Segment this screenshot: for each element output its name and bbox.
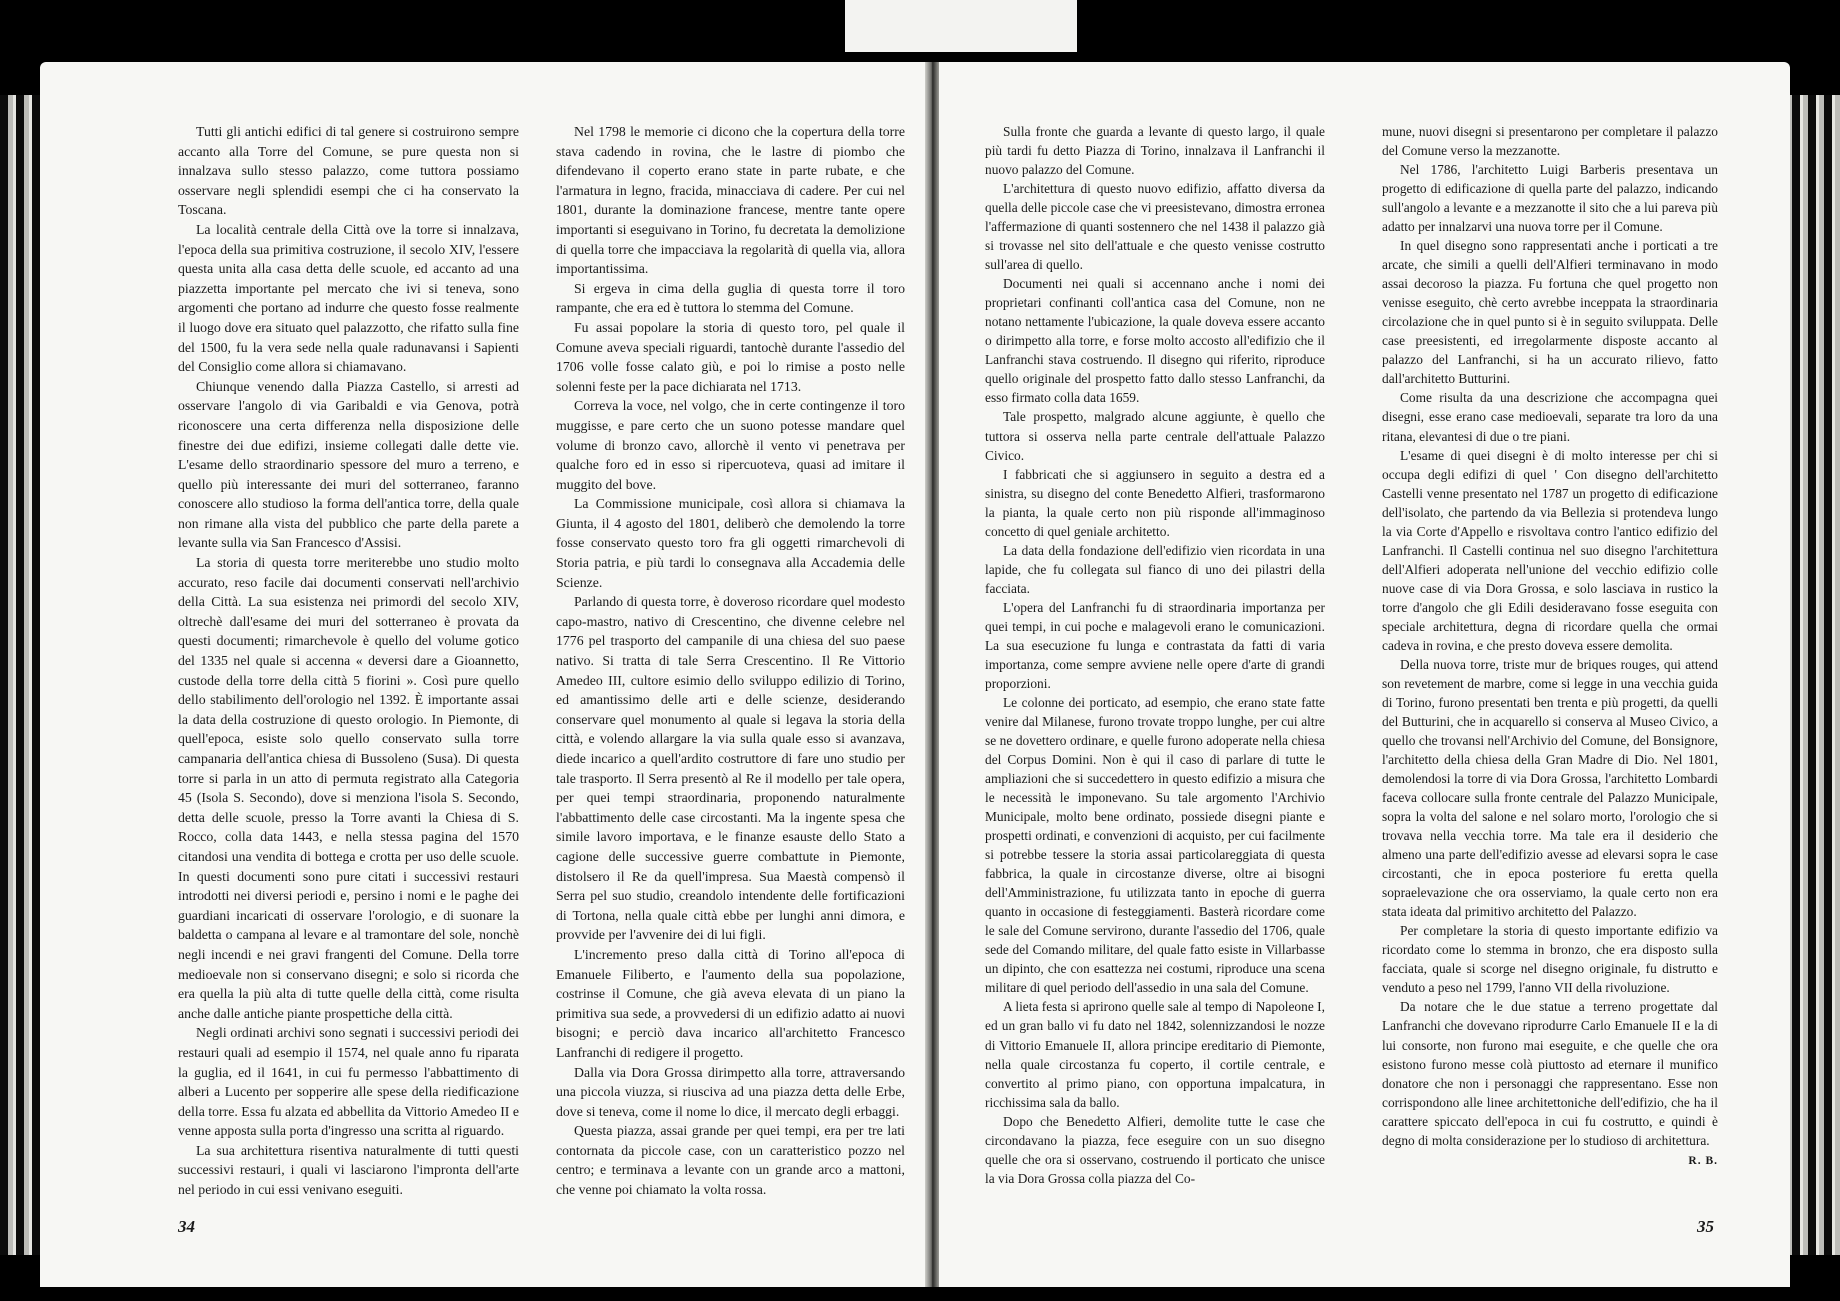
page-number-left: 34 xyxy=(178,1217,195,1236)
paragraph: Correva la voce, nel volgo, che in certe contingenze il toro muggisse, e pare certo che un suono potesse mandare quel volume di bronzo cavo, allorchè il vento vi penetrava per qualche foro ed in esso si ripercuoteva, quasi ad imitare il muggito del bove. xyxy=(556,398,905,492)
paragraph: Documenti nei quali si accennano anche i nomi dei proprietari confinanti coll'antica casa del Comune, non ne notano nettamente l'ubicazione, la quale doveva essere accanto o dirimpetto alla torre, e forse molto accosto all'edifizio che il Lanfranchi stava costruendo. Il disegno qui riferito, riproduce quello originale del prospetto fatto dallo stesso Lanfranchi, da esso firmato colla data 1659. xyxy=(985,276,1325,406)
column-1 xyxy=(178,122,519,1200)
column-4 xyxy=(1382,122,1718,1171)
paragraph: Tutti gli antichi edifici di tal genere si costruirono sempre accanto alla Torre del Comune, se pure questa non si innalzava sullo stesso palazzo, come tuttora possiamo osservare negli splendidi esempi che ci ha conservato la Toscana. xyxy=(178,124,519,218)
paragraph: In quel disegno sono rappresentati anche i porticati a tre arcate, che simili a quelli dell'Alfieri terminavano in modo assai decoroso la piazza. Fu fortuna che quel progetto non venisse eseguito, chè certo avrebbe inceppata la straordinaria circolazione che in quel punto si è in seguito sviluppata. Delle case preesistenti, ed irregolarmente disposte accanto al palazzo del Lanfranchi, si ha un accurato rilievo, fatto dall'architetto Butturini. xyxy=(1382,238,1718,387)
paragraph: I fabbricati che si aggiunsero in seguito a destra ed a sinistra, su disegno del conte Benedetto Alfieri, trasformarono la pianta, la quale certo non più risponde all'immaginoso concetto di quel geniale architetto. xyxy=(985,466,1325,539)
paragraph: La storia di questa torre meriterebbe uno studio molto accurato, reso facile dai documenti conservati nell'archivio della Città. La sua esistenza nei primordi del secolo XIV, oltrechè dall'esame dei muri del sotterraneo è provata da questi documenti; rimarchevole è quello del volume gotico del 1335 nel quale si accenna « deversi dare a Gioannetto, custode della torre della città 5 fiorini ». Così pure quello dello stabilimento dell'orologio nel 1392. È importante assai la data della costruzione di questo orologio. In Piemonte, di quell'epoca, esiste solo quello conservato sulla torre campanaria dell'antica chiesa di Bussoleno (Susa). Di questa torre si parla in un atto di permuta registrato alla Categoria 45 (Isola S. Secondo), dove si menziona l'isola S. Secondo, detta delle scuole, presso la Torre avanti la Chiesa di S. Rocco, colla data 1443, e nella stessa pagina del 1570 citandosi una vendita di bottega e crotta per uso delle scuole. In questi documenti sono pure citati i successivi restauri introdotti nei diversi periodi e, persino i nomi e le paghe dei guardiani incaricati di osservare l'orologio, e di suonare la baldetta o campana al levare e al tramontare del sole, nonchè negli incendi e nei gravi frangenti del Comune. Della torre medioevale non si conservano disegni; e solo si ricorda che era quella la più alta di tutte quelle della città, come risulta anche dalle antiche piante prospettiche della città. xyxy=(178,555,519,1021)
paragraph: L'esame di quei disegni è di molto interesse per chi si occupa degli edifizi di quel ' Con disegno dell'architetto Castelli venne presentato nel 1787 un progetto di edificazione dell'isolato, che partendo da via Bellezia si protendeva lungo la via Corte d'Appello e risvoltava contro l'antico edifizio del Lanfranchi. Il Castelli continua nel suo disegno l'architettura dell'Alfieri adoperata nell'unione del vecchio edifizio colle nuove case di via Dora Grossa, e solo lasciava in rustico la torre d'angolo che gli Edili desideravano fosse eseguita con speciale architettura, degna di ricordare quella che ormai cadeva in rovina, e che presto doveva essere demolita. xyxy=(1382,447,1718,653)
paragraph: A lieta festa si aprirono quelle sale al tempo di Napoleone I, ed un gran ballo vi fu dato nel 1842, solennizzandosi le nozze di Vittorio Emanuele II, allora principe ereditario di Piemonte, nella quale circostanza fu coperto, il cortile centrale, e convertito al primo piano, con opportuna impalcatura, in ricchissima sala da ballo. xyxy=(985,999,1325,1110)
paragraph: Chiunque venendo dalla Piazza Castello, si arresti ad osservare l'angolo di via Garibaldi e via Genova, potrà riconoscere una certa differenza nella disposizione delle finestre dei due edifizi, insieme collegati dalle dette vie. L'esame dello straordinario spessore del muro a terreno, e quello più interessante dei muri del sotterraneo, faranno conoscere allo studioso la forma dell'antica torre, della quale non rimane alla vista del pubblico che parte della parete a levante sulla via San Francesco d'Assisi. xyxy=(178,378,519,551)
gutter-background xyxy=(845,0,1077,52)
column-3 xyxy=(985,122,1325,1188)
paragraph: Sulla fronte che guarda a levante di questo largo, il quale più tardi fu detto Piazza di Torino, innalzava il Lanfranchi il nuovo palazzo del Comune. xyxy=(985,124,1325,178)
author-signature: R. B. xyxy=(1688,1154,1718,1167)
paragraph: Fu assai popolare la storia di questo toro, pel quale il Comune aveva speciali riguardi, tantochè durante l'assedio del 1706 volle fosse calato giù, e poi lo rimise a posto nelle solenni feste per la pace dichiarata nel 1713. xyxy=(556,319,905,394)
column-2 xyxy=(556,122,905,1200)
paragraph: Tale prospetto, malgrado alcune aggiunte, è quello che tuttora si osserva nella parte centrale dell'attuale Palazzo Civico. xyxy=(985,409,1325,463)
paragraph: L'incremento preso dalla città di Torino all'epoca di Emanuele Filiberto, e l'aumento della sua popolazione, costrinse il Comune, che già aveva elevata di un piano la primitiva sua sede, a provvedersi di un edifizio adatto ai nuovi bisogni; e perciò dava incarico all'architetto Francesco Lanfranchi di redigere il progetto. xyxy=(556,946,905,1060)
paragraph: Questa piazza, assai grande per quei tempi, era per tre lati contornata da piccole case, con un caratteristico pozzo nel centro; e terminava a levante con un grande arco a mattoni, che venne poi chiamato la volta rossa. xyxy=(556,1123,905,1198)
paragraph: Come risulta da una descrizione che accompagna quei disegni, esse erano case medioevali, separate tra loro da una ritana, elevantesi di due o tre piani. xyxy=(1382,390,1718,444)
paragraph: Negli ordinati archivi sono segnati i successivi periodi dei restauri quali ad esempio il 1574, nel quale anno fu riparata la guglia, ed il 1641, in cui fu permesso l'abbattimento di alberi a Lucento per sopperire alle spese della riedificazione della torre. Essa fu alzata ed abbellita da Vittorio Amedeo II e venne apposta sulla porta d'ingresso una scritta al riguardo. xyxy=(178,1025,519,1139)
paragraph: Dalla via Dora Grossa dirimpetto alla torre, attraversando una piccola viuzza, si riusciva ad una piazza detta delle Erbe, dove si teneva, come il nome lo dice, il mercato degli erbaggi. xyxy=(556,1064,905,1119)
paragraph: Si ergeva in cima della guglia di questa torre il toro rampante, che era ed è tuttora lo stemma del Comune. xyxy=(556,280,905,316)
paragraph: L'opera del Lanfranchi fu di straordinaria importanza per quei tempi, in cui poche e malagevoli erano le comunicazioni. La sua esecuzione fu lunga e contrastata da fatti di varia importanza, come sempre avviene nelle opere d'arte di grandi proporzioni. xyxy=(985,599,1325,691)
paragraph: La data della fondazione dell'edifizio vien ricordata in una lapide, che fu collegata sul fianco di uno dei pilastri della facciata. xyxy=(985,542,1325,596)
paragraph: mune, nuovi disegni si presentarono per completare il palazzo del Comune verso la mezzanotte. xyxy=(1382,124,1718,159)
paragraph: La località centrale della Città ove la torre si innalzava, l'epoca della sua primitiva costruzione, il secolo XIV, l'essere questa unita alla casa detta delle scuole, ed accanto ad una piazzetta importante pel mercato che ivi si teneva, sono argomenti che portano ad indurre che questo fosse realmente il luogo dove era situato quel palazzotto, che rifatto sulla fine del 1500, fu la vera sede nella quale radunavansi i Sapienti del Consiglio come allora si chiamavano. xyxy=(178,221,519,375)
page-number-right: 35 xyxy=(1697,1217,1714,1236)
paragraph: La Commissione municipale, così allora si chiamava la Giunta, il 4 agosto del 1801, deliberò che demolendo la torre fosse conservato questo toro fra gli oggetti rimarchevoli di Storia patria, e più tardi lo consegnava alla Accademia delle Scienze. xyxy=(556,496,905,590)
paragraph: Dopo che Benedetto Alfieri, demolite tutte le case che circondavano la piazza, fece eseguire con un suo disegno quelle che ora si osservano, costruendo il porticato che unisce la via Dora Grossa colla piazza del Co- xyxy=(985,1113,1325,1186)
paragraph: Le colonne dei porticato, ad esempio, che erano state fatte venire dal Milanese, furono trovate troppo lunghe, per cui altre se ne dovettero ordinare, e quelle furono adoperate nella chiesa del Corpus Domini. Non è qui il caso di parlare di tutte le ampliazioni che si succedettero in questo edifizio a misura che le necessità le imponevano. Su tale argomento l'Archivio Municipale, molto bene ordinato, possiede disegni piante e prospetti ordinati, e convenzioni di acquisto, per cui facilmente si potrebbe tessere la storia assai particolareggiata di questa fabbrica, la quale in circostanze diverse, oltre ai bisogni dell'Amministrazione, fu utilizzata tanto in epoche di guerra quanto in occasione di festeggiamenti. Basterà ricordare come le sale del Comune servirono, durante l'assedio del 1706, quale sede del Comando militare, del quale fatto esiste in Villarbasse un dipinto, che con esattezza nei costumi, riproduce una scena militare di quel periodo dell'assedio in una sala del Comune. xyxy=(985,694,1325,996)
book-spine xyxy=(925,62,939,1287)
paragraph: La sua architettura risentiva naturalmente di tutti questi successivi restauri, i quali vi lasciarono l'impronta dell'arte nel periodo in cui essi venivano eseguiti. xyxy=(178,1142,519,1198)
paragraph: Nel 1786, l'architetto Luigi Barberis presentava un progetto di edificazione di quella parte del palazzo, indicando sull'angolo a levante e a mezzanotte il sito che a lui pareva più adatto per innalzarvi una nuova torre per il Comune. xyxy=(1382,162,1718,235)
paragraph: L'architettura di questo nuovo edifizio, affatto diversa da quella delle piccole case che vi preesistevano, dimostra erronea l'affermazione di quanti sostennero che nel 1438 il palazzo già si trovasse nel sito dell'attuale e che questo venisse costrutto sull'area di quello. xyxy=(985,181,1325,273)
paragraph: Nel 1798 le memorie ci dicono che la copertura della torre stava cadendo in rovina, che le lastre di piombo che difendevano il coperto erano state in parte rubate, e che l'armatura in legno, fracida, minacciava di cadere. Per cui nel 1801, durante la dominazione francese, mentre tante opere importanti si eseguivano in Torino, fu decretata la demolizione di quella torre che impacciava la regolarità di quella via, allora importantissima. xyxy=(556,124,905,277)
paragraph: Per completare la storia di questo importante edifizio va ricordato come lo stemma in bronzo, che era disposto sulla facciata, quale si scorge nel disegno originale, fu distrutto e venduto a peso nel 1799, l'anno VII della rivoluzione. xyxy=(1382,923,1718,996)
paragraph: Della nuova torre, triste mur de briques rouges, qui attend son revetement de marbre, come si legge in una vecchia guida di Torino, furono presentati ben trenta e più progetti, da quelli del Butturini, che in acquarello si conserva al Museo Civico, a quello che trovansi nell'Archivio del Comune, del Bonsignore, l'architetto della chiesa della Gran Madre di Dio. Nel 1801, demolendosi la torre di via Dora Grossa, l'architetto Lombardi faceva collocare sulla fronte centrale del Palazzo Municipale, sopra la volta del salone e nel solaro morto, l'orologio che si trovava nella vecchia torre. Ma tale era il desiderio che almeno una parte dell'edifizio avesse ad elevarsi sopra le case circostanti, che in epoca posteriore fu eretta quella sopraelevazione che ora osserviamo, la quale certo non era stata ideata dal primitivo architetto del Palazzo. xyxy=(1382,656,1718,920)
paragraph: Da notare che le due statue a terreno progettate dal Lanfranchi che dovevano riprodurre Carlo Emanuele II e la di lui consorte, non furono mai eseguite, e che quelle che ora esistono furono messe colà piuttosto ad eternare il munifico donatore che non i personaggi che rappresentano. Esse non corrispondono alle linee architettoniche dell'edifizio, che ha il carattere spiccato dell'epoca in cui fu costrutto, e quindi è degno di molta considerazione per lo studioso di architettura. xyxy=(1382,999,1718,1148)
paragraph: Parlando di questa torre, è doveroso ricordare quel modesto capo-mastro, nativo di Crescentino, che divenne celebre nel 1776 pel trasporto del campanile di una chiesa del suo paese nativo. Si tratta di tale Serra Crescentino. Il Re Vittorio Amedeo III, cultore esimio dello sviluppo edilizio di Torino, ed amantissimo delle arti e delle scienze, desiderando conservare quel monumento al quale si legava la storia della città, e volendo allargare la via sulla quale esso si avanzava, diede incarico a quell'ardito costruttore di fare uno studio per tale trasporto. Il Serra presentò al Re il modello per tale opera, per quei tempi straordinaria, proponendo naturalmente l'abbattimento delle case circostanti. Ma la ingente spesa che simile lavoro importava, e le finanze esauste dello Stato a cagione delle successive guerre combattute in Piemonte, distolsero il Re da quell'impresa. Sua Maestà compensò il Serra pel suo studio, creandolo intendente delle fortificazioni di Tortona, nella quale città ebbe per lunghi anni dimora, e provvide per l'avvenire dei di lui figli. xyxy=(556,594,905,943)
